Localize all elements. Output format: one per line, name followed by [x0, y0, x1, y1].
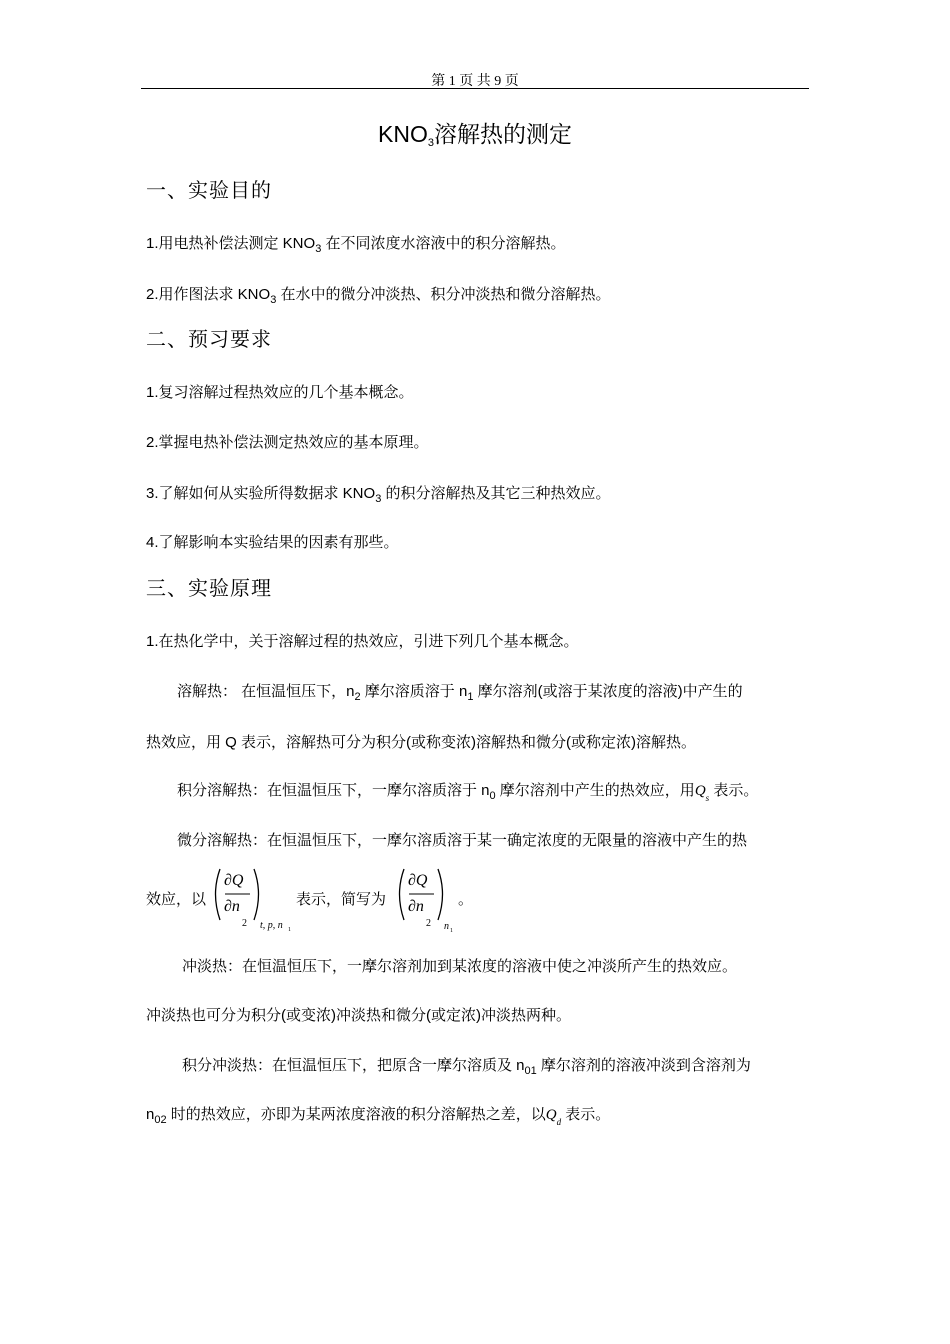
partial-derivative-short [396, 866, 460, 938]
denominator-subscript: 2 [242, 918, 247, 929]
differential-text-b: 表示，简写为 [296, 891, 387, 908]
outer-subscript: n [444, 921, 449, 932]
integral-dilution-heat-line-2: $n_{02}$ 时的热效应，亦即为某两浓度溶液的积分溶解热之差，以$Q_d$ 表示。 [146, 1106, 611, 1127]
title-text: 溶解热的测定 [433, 121, 572, 147]
purpose-item-2: 2.用作图法求 $KNO_3$ 在水中的微分冲淡热、积分冲淡热和微分溶解热。 [146, 286, 611, 306]
outer-subscript-index: 1 [288, 927, 291, 933]
denominator: ∂n [224, 898, 240, 915]
numerator: ∂Q [408, 872, 428, 889]
section-heading-prep: 二、预习要求 [146, 329, 272, 351]
outer-subscript-index: 1 [450, 928, 453, 934]
integral-dissolution-heat: 积分溶解热：在恒温恒压下，一摩尔溶质溶于 $n_0$ 摩尔溶剂中产生的热效应，用$Q_s$ 表示。 [177, 782, 759, 803]
prep-item-2: 2.掌握电热补偿法测定热效应的基本原理。 [146, 434, 429, 451]
dilution-heat-line-1: 冲淡热：在恒温恒压下，一摩尔溶剂加到某浓度的溶液中使之冲淡所产生的热效应。 [182, 958, 738, 975]
prep-item-1: 1.复习溶解过程热效应的几个基本概念。 [146, 384, 414, 401]
page-header: 第 1 页 共 9 页 [431, 74, 519, 89]
header-rule [141, 88, 809, 89]
prep-item-4: 4.了解影响本实验结果的因素有那些。 [146, 534, 399, 551]
differential-text-a: 效应，以 [146, 891, 207, 908]
title-chem: KNO [378, 121, 428, 147]
partial-derivative-full [212, 866, 292, 938]
section-heading-purpose: 一、实验目的 [146, 180, 272, 202]
differential-dissolution-heat-line-1: 微分溶解热：在恒温恒压下，一摩尔溶质溶于某一确定浓度的无限量的溶液中产生的热 [177, 832, 748, 849]
outer-subscript: t, p, n [260, 920, 283, 931]
document-title [0, 116, 950, 149]
dilution-heat-line-2: 冲淡热也可分为积分(或变浓)冲淡热和微分(或定浓)冲淡热两种。 [146, 1007, 571, 1024]
integral-dilution-heat-line-1: 积分冲淡热：在恒温恒压下，把原含一摩尔溶质及 $n_{01}$ 摩尔溶剂的溶液冲淡到含溶剂为 [182, 1057, 751, 1077]
dissolution-heat-line-2: 热效应，用 Q 表示，溶解热可分为积分(或称变浓)溶解热和微分(或称定浓)溶解热。 [146, 734, 696, 751]
numerator: ∂Q [224, 872, 244, 889]
differential-text-c: 。 [458, 891, 474, 908]
denominator: ∂n [408, 898, 424, 915]
purpose-item-1: 1.用电热补偿法测定 $KNO_3$ 在不同浓度水溶液中的积分溶解热。 [146, 235, 566, 255]
principle-intro: 1.在热化学中，关于溶解过程的热效应，引进下列几个基本概念。 [146, 633, 579, 650]
symbol-q: Q [694, 783, 706, 799]
symbol-q: Q [545, 1107, 557, 1123]
dissolution-heat-line-1: 溶解热： 在恒温恒压下，$n_2$ 摩尔溶质溶于 $n_1$ 摩尔溶剂(或溶于某浓度的溶液)中产生的 [177, 683, 743, 703]
title-chem-subscript: 3 [427, 137, 434, 149]
section-heading-principle: 三、实验原理 [146, 578, 272, 600]
prep-item-3: 3.了解如何从实验所得数据求 $KNO_3$ 的积分溶解热及其它三种热效应。 [146, 485, 611, 505]
denominator-subscript: 2 [426, 918, 431, 929]
